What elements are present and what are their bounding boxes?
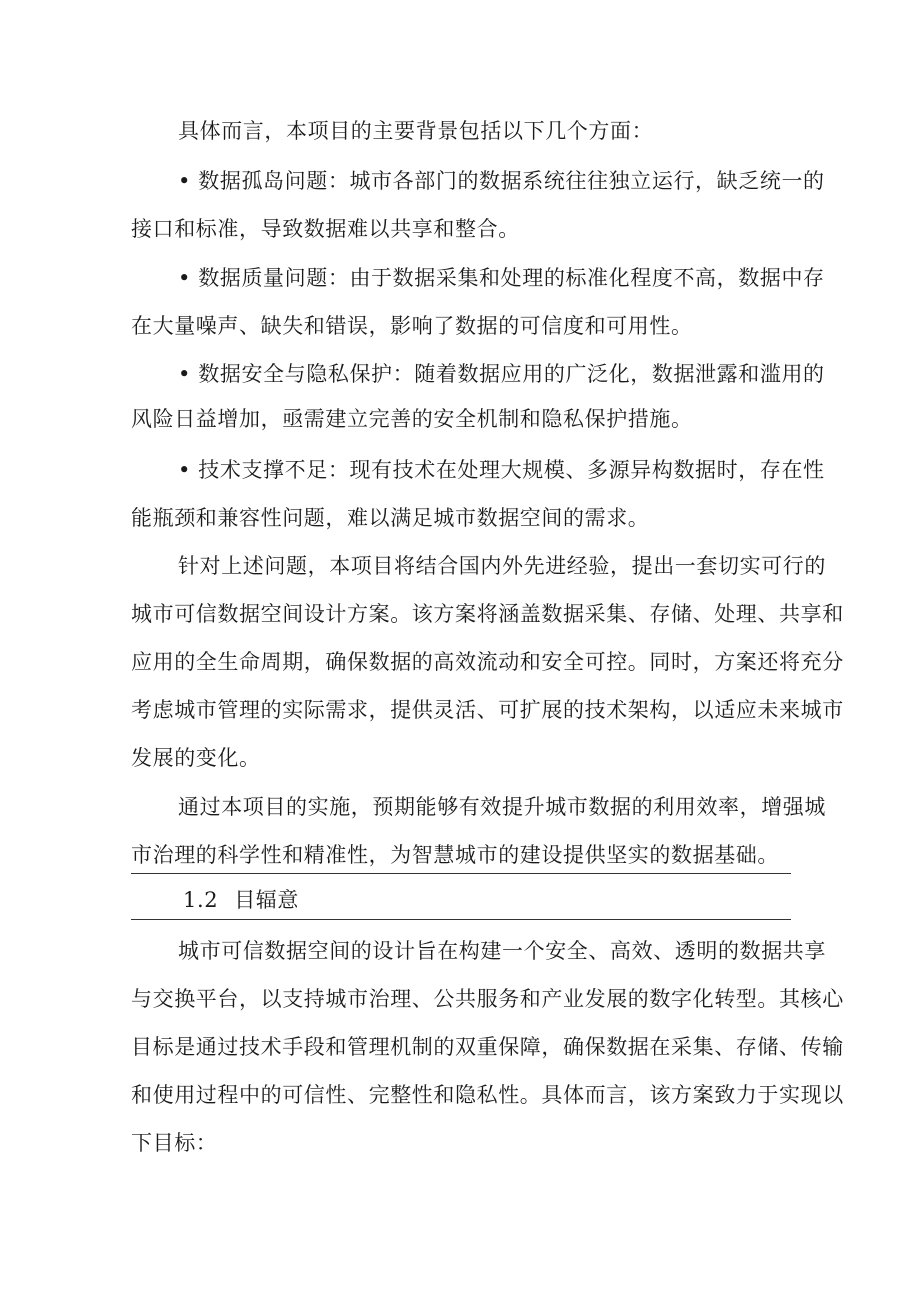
bullet-security-privacy-line1: • 数据安全与隐私保护：随着数据应用的广泛化，数据泄露和滥用的	[178, 362, 825, 386]
section-bottom-rule	[131, 919, 791, 920]
intro-paragraph: 具体而言，本项目的主要背景包括以下几个方面：	[178, 119, 654, 143]
section-title: 目辐意	[234, 888, 300, 912]
bullet-data-silo-line2: 接口和标准，导致数据难以共享和整合。	[131, 217, 520, 241]
para4-line5: 下目标：	[131, 1131, 218, 1155]
para3-line2: 市治理的科学性和精准性，为智慧城市的建设提供坚实的数据基础。	[131, 843, 779, 867]
section-top-rule	[131, 873, 791, 874]
bullet-tech-support-line1: • 技术支撑不足：现有技术在处理大规模、多源异构数据时，存在性	[178, 458, 825, 482]
bullet-security-privacy-line2: 风险日益增加，亟需建立完善的安全机制和隐私保护措施。	[131, 407, 693, 431]
para2-line3: 应用的全生命周期，确保数据的高效流动和安全可控。同时，方案还将充分	[131, 650, 844, 674]
section-heading	[183, 885, 299, 915]
section-number: 1.2	[183, 888, 219, 912]
bullet-tech-support-line2: 能瓶颈和兼容性问题，难以满足城市数据空间的需求。	[131, 506, 650, 530]
para4-line2: 与交换平台，以支持城市治理、公共服务和产业发展的数字化转型。其核心	[131, 987, 844, 1011]
bullet-data-quality-line1: • 数据质量问题：由于数据采集和处理的标准化程度不高，数据中存	[178, 266, 825, 290]
bullet-data-silo-line1: • 数据孤岛问题：城市各部门的数据系统往往独立运行，缺乏统一的	[178, 169, 825, 193]
bullet-data-quality-line2: 在大量噪声、缺失和错误，影响了数据的可信度和可用性。	[131, 314, 693, 338]
para4-line4: 和使用过程中的可信性、完整性和隐私性。具体而言，该方案致力于实现以	[131, 1083, 844, 1107]
para2-line5: 发展的变化。	[131, 746, 261, 770]
para4-line1: 城市可信数据空间的设计旨在构建一个安全、高效、透明的数据共享	[178, 939, 826, 963]
para2-line2: 城市可信数据空间设计方案。该方案将涵盖数据采集、存储、处理、共享和	[131, 602, 844, 626]
para2-line4: 考虑城市管理的实际需求，提供灵活、可扩展的技术架构，以适应未来城市	[131, 698, 844, 722]
para4-line3: 目标是通过技术手段和管理机制的双重保障，确保数据在采集、存储、传输	[131, 1035, 844, 1059]
para2-line1: 针对上述问题，本项目将结合国内外先进经验，提出一套切实可行的	[178, 554, 826, 578]
para3-line1: 通过本项目的实施，预期能够有效提升城市数据的利用效率，增强城	[178, 795, 826, 819]
